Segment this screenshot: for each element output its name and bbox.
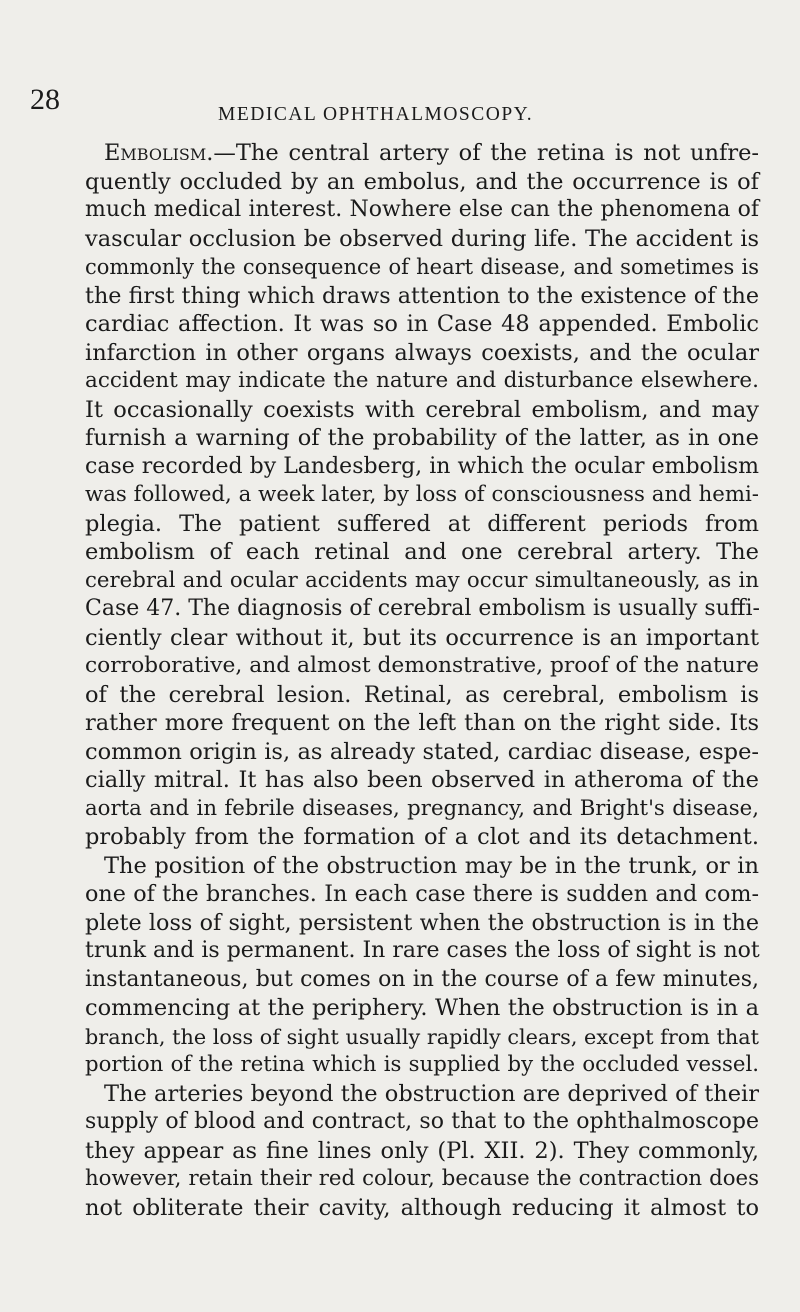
text-line: however, retain their red colour, because the contraction does: [85, 1166, 759, 1191]
text-line: cially mitral. It has also been observed in atheroma of the: [85, 767, 759, 793]
text-line: infarction in other organs always coexists, and the ocular: [85, 339, 759, 366]
text-line: It occasionally coexists with cerebral embolism, and may: [85, 396, 759, 423]
text-line: not obliterate their cavity, although reducing it almost to: [85, 1194, 759, 1221]
text-line: cardiac affection. It was so in Case 48 appended. Embolic: [85, 311, 759, 337]
text-line: Embolism.—The central artery of the retina is not unfre-: [104, 140, 759, 166]
text-line: of the cerebral lesion. Retinal, as cerebral, embolism is: [85, 681, 759, 708]
text-line: Case 47. The diagnosis of cerebral embolism is usually suffi-: [85, 596, 760, 621]
text-line: The position of the obstruction may be in the trunk, or in: [104, 852, 759, 879]
text-line: plete loss of sight, persistent when the obstruction is in the: [85, 909, 759, 936]
text-line: supply of blood and contract, so that to the ophthalmoscope: [85, 1109, 759, 1134]
text-line: instantaneous, but comes on in the course of a few minutes,: [85, 966, 759, 992]
text-line: cerebral and ocular accidents may occur simultaneously, as in: [85, 567, 759, 593]
text-line: plegia. The patient suffered at different periods from: [85, 510, 759, 537]
text-line: aorta and in febrile diseases, pregnancy, and Bright's disease,: [85, 795, 759, 821]
text-line: accident may indicate the nature and disturbance elsewhere.: [85, 368, 759, 393]
text-line: rather more frequent on the left than on the right side. Its: [85, 710, 759, 736]
text-line: furnish a warning of the probability of the latter, as in one: [85, 425, 759, 451]
text-line: the first thing which draws attention to the existence of the: [85, 282, 759, 309]
text-line: ciently clear without it, but its occurrence is an important: [85, 624, 759, 651]
section-heading: Embolism.: [104, 140, 214, 166]
text-line: they appear as fine lines only (Pl. XII. 2). They commonly,: [85, 1137, 759, 1164]
page-number: 28: [30, 83, 60, 116]
text-line: portion of the retina which is supplied by the occluded vessel.: [85, 1052, 759, 1077]
running-head: MEDICAL OPHTHALMOSCOPY.: [218, 104, 534, 125]
text-line: commencing at the periphery. When the obstruction is in a: [85, 995, 759, 1021]
text-line: corroborative, and almost demonstrative, proof of the nature: [85, 653, 760, 678]
text-line: was followed, a week later, by loss of consciousness and hemi-: [85, 482, 759, 507]
text-line: quently occluded by an embolus, and the occurrence is of: [85, 168, 759, 195]
text-line: branch, the loss of sight usually rapidly clears, except from that: [85, 1024, 759, 1049]
text-line: one of the branches. In each case there is sudden and com-: [85, 881, 759, 907]
text-line: trunk and is permanent. In rare cases the loss of sight is not: [85, 938, 760, 963]
text-line: much medical interest. Nowhere else can the phenomena of: [85, 197, 759, 222]
text-line: The arteries beyond the obstruction are deprived of their: [104, 1080, 759, 1107]
text-line: embolism of each retinal and one cerebral artery. The: [85, 539, 759, 565]
text-line: common origin is, as already stated, cardiac disease, espe-: [85, 738, 759, 765]
text-line: commonly the consequence of heart disease, and sometimes is: [85, 255, 759, 279]
text-line: probably from the formation of a clot and its detachment.: [85, 824, 759, 850]
text-line: case recorded by Landesberg, in which the ocular embolism: [85, 453, 759, 479]
text-line: vascular occlusion be observed during life. The accident is: [85, 225, 759, 252]
